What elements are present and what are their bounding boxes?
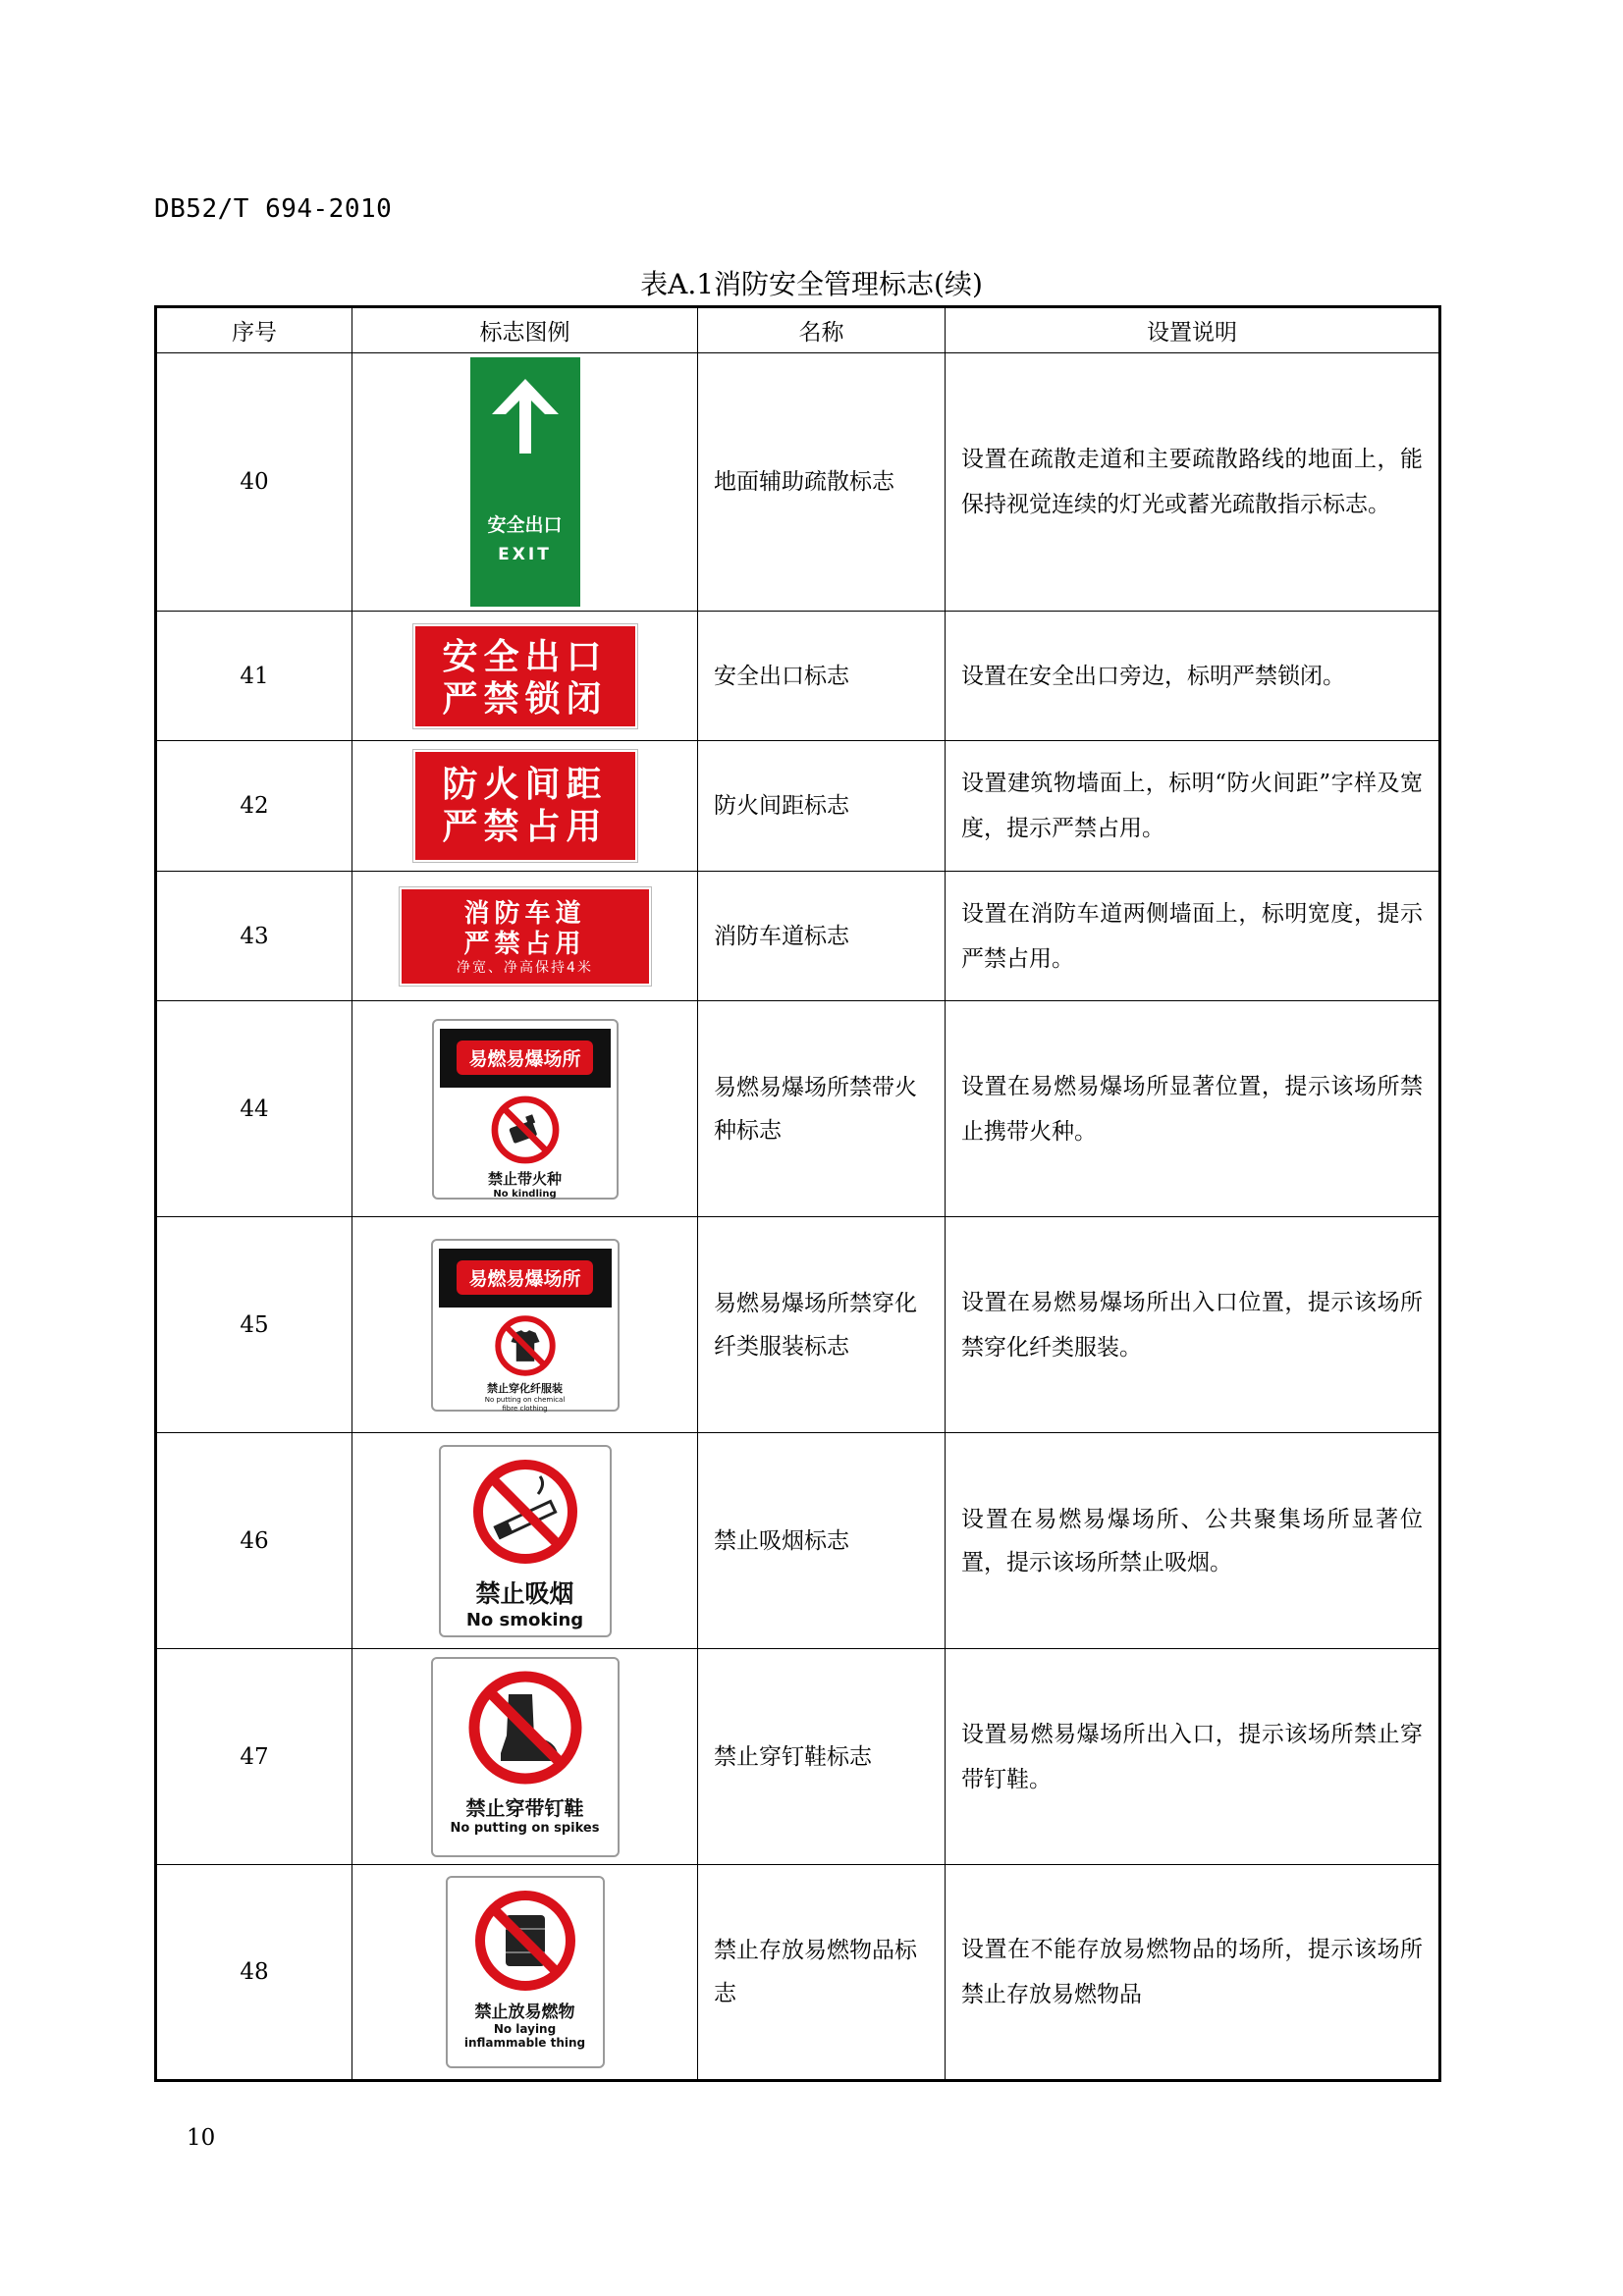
no-smoking-icon — [461, 1455, 589, 1571]
sign-cell — [352, 741, 698, 872]
row-number: 41 — [156, 612, 352, 741]
sign-line: 严禁占用 — [442, 807, 608, 848]
table-title: 表A.1消防安全管理标志(续) — [640, 268, 983, 300]
sign-name: 防火间距标志 — [698, 741, 946, 872]
sign-en-text: No putting on chemical fibre clothing — [484, 1395, 566, 1413]
sign-description: 设置在易燃易爆场所显著位置，提示该场所禁止携带火种。 — [946, 1001, 1440, 1217]
column-header-desc: 设置说明 — [946, 307, 1440, 353]
sign-cell — [352, 353, 698, 612]
row-number: 48 — [156, 1865, 352, 2081]
sign-en-text: No laying inflammable thing — [463, 2022, 586, 2050]
no-spiked-shoes-icon — [452, 1667, 599, 1790]
sign-description: 设置在不能存放易燃物品的场所，提示该场所禁止存放易燃物品 — [946, 1865, 1440, 2081]
sign-description: 设置易燃易爆场所出入口，提示该场所禁止穿带钉鞋。 — [946, 1649, 1440, 1865]
sign-cell — [352, 1001, 698, 1217]
sign-header-text: 易燃易爆场所 — [457, 1041, 592, 1075]
column-header-no: 序号 — [156, 307, 352, 353]
exit-no-lock-sign — [413, 624, 637, 728]
table-row — [156, 353, 1440, 612]
sign-line: 防火间距 — [442, 765, 608, 805]
sign-cell — [352, 1217, 698, 1433]
document-code: DB52/T 694-2010 — [154, 194, 393, 224]
sign-name: 消防车道标志 — [698, 872, 946, 1001]
sign-name: 禁止存放易燃物品标志 — [698, 1865, 946, 2081]
table-row — [156, 872, 1440, 1001]
no-smoking-sign — [439, 1445, 612, 1637]
sign-en-text: No kindling — [493, 1188, 557, 1200]
exit-sign-cn: 安全出口 — [487, 514, 563, 536]
sign-description: 设置在消防车道两侧墙面上，标明宽度，提示严禁占用。 — [946, 872, 1440, 1001]
sign-cn-text: 禁止吸烟 — [475, 1578, 574, 1608]
sign-line: 净宽、净高保持4米 — [457, 959, 593, 976]
sign-cell — [352, 1865, 698, 2081]
row-number: 45 — [156, 1217, 352, 1433]
sign-cell — [352, 872, 698, 1001]
sign-cn-text: 禁止穿带钉鞋 — [465, 1795, 584, 1820]
no-kindling-sign — [432, 1019, 619, 1200]
no-synthetic-clothing-sign — [431, 1239, 620, 1412]
sign-cell — [352, 1433, 698, 1649]
sign-description: 设置在疏散走道和主要疏散路线的地面上，能保持视觉连续的灯光或蓄光疏散指示标志。 — [946, 353, 1440, 612]
table-row — [156, 1433, 1440, 1649]
sign-description: 设置在安全出口旁边，标明严禁锁闭。 — [946, 612, 1440, 741]
sign-cn-text: 禁止带火种 — [487, 1169, 562, 1188]
sign-en-text: No smoking — [465, 1609, 584, 1630]
sign-description: 设置在易燃易爆场所、公共聚集场所显著位置，提示该场所禁止吸烟。 — [946, 1433, 1440, 1649]
column-header-sign: 标志图例 — [352, 307, 698, 353]
sign-name: 禁止吸烟标志 — [698, 1433, 946, 1649]
column-header-name: 名称 — [698, 307, 946, 353]
sign-line: 消防车道 — [463, 898, 586, 929]
sign-header-band — [440, 1029, 611, 1088]
no-flammable-storage-icon — [462, 1886, 588, 1996]
sign-line: 安全出口 — [442, 636, 608, 677]
row-number: 42 — [156, 741, 352, 872]
fire-lane-sign — [400, 887, 651, 986]
sign-cell — [352, 612, 698, 741]
no-synthetic-clothing-icon — [493, 1313, 558, 1378]
row-number: 46 — [156, 1433, 352, 1649]
table-row — [156, 741, 1440, 872]
sign-line: 严禁占用 — [463, 929, 586, 959]
table-header-row — [156, 307, 1440, 353]
table-row — [156, 1001, 1440, 1217]
sign-name: 禁止穿钉鞋标志 — [698, 1649, 946, 1865]
table-row — [156, 1217, 1440, 1433]
exit-sign-en: EXIT — [498, 545, 552, 564]
no-lighter-icon — [489, 1094, 562, 1166]
sign-line: 严禁锁闭 — [442, 678, 608, 720]
signs-table — [154, 305, 1441, 2082]
row-number: 43 — [156, 872, 352, 1001]
exit-floor-sign — [470, 357, 580, 607]
sign-header-text: 易燃易爆场所 — [457, 1260, 592, 1295]
up-arrow-icon — [470, 357, 580, 465]
sign-name: 易燃易爆场所禁带火种标志 — [698, 1001, 946, 1217]
no-spiked-shoes-sign — [431, 1657, 620, 1857]
table-row — [156, 1649, 1440, 1865]
sign-header-band — [439, 1249, 612, 1308]
sign-description: 设置在易燃易爆场所出入口位置，提示该场所禁穿化纤类服装。 — [946, 1217, 1440, 1433]
fire-spacing-sign — [413, 750, 637, 862]
row-number: 47 — [156, 1649, 352, 1865]
sign-cn-text: 禁止穿化纤服装 — [487, 1381, 563, 1395]
table-row — [156, 1865, 1440, 2081]
table-row — [156, 612, 1440, 741]
no-flammable-storage-sign — [446, 1876, 605, 2068]
sign-name: 地面辅助疏散标志 — [698, 353, 946, 612]
sign-cell — [352, 1649, 698, 1865]
row-number: 40 — [156, 353, 352, 612]
sign-description: 设置建筑物墙面上，标明“防火间距”字样及宽度，提示严禁占用。 — [946, 741, 1440, 872]
row-number: 44 — [156, 1001, 352, 1217]
sign-cn-text: 禁止放易燃物 — [474, 2002, 575, 2022]
sign-name: 易燃易爆场所禁穿化纤类服装标志 — [698, 1217, 946, 1433]
sign-en-text: No putting on spikes — [450, 1820, 600, 1836]
sign-name: 安全出口标志 — [698, 612, 946, 741]
page-number: 10 — [187, 2125, 216, 2151]
